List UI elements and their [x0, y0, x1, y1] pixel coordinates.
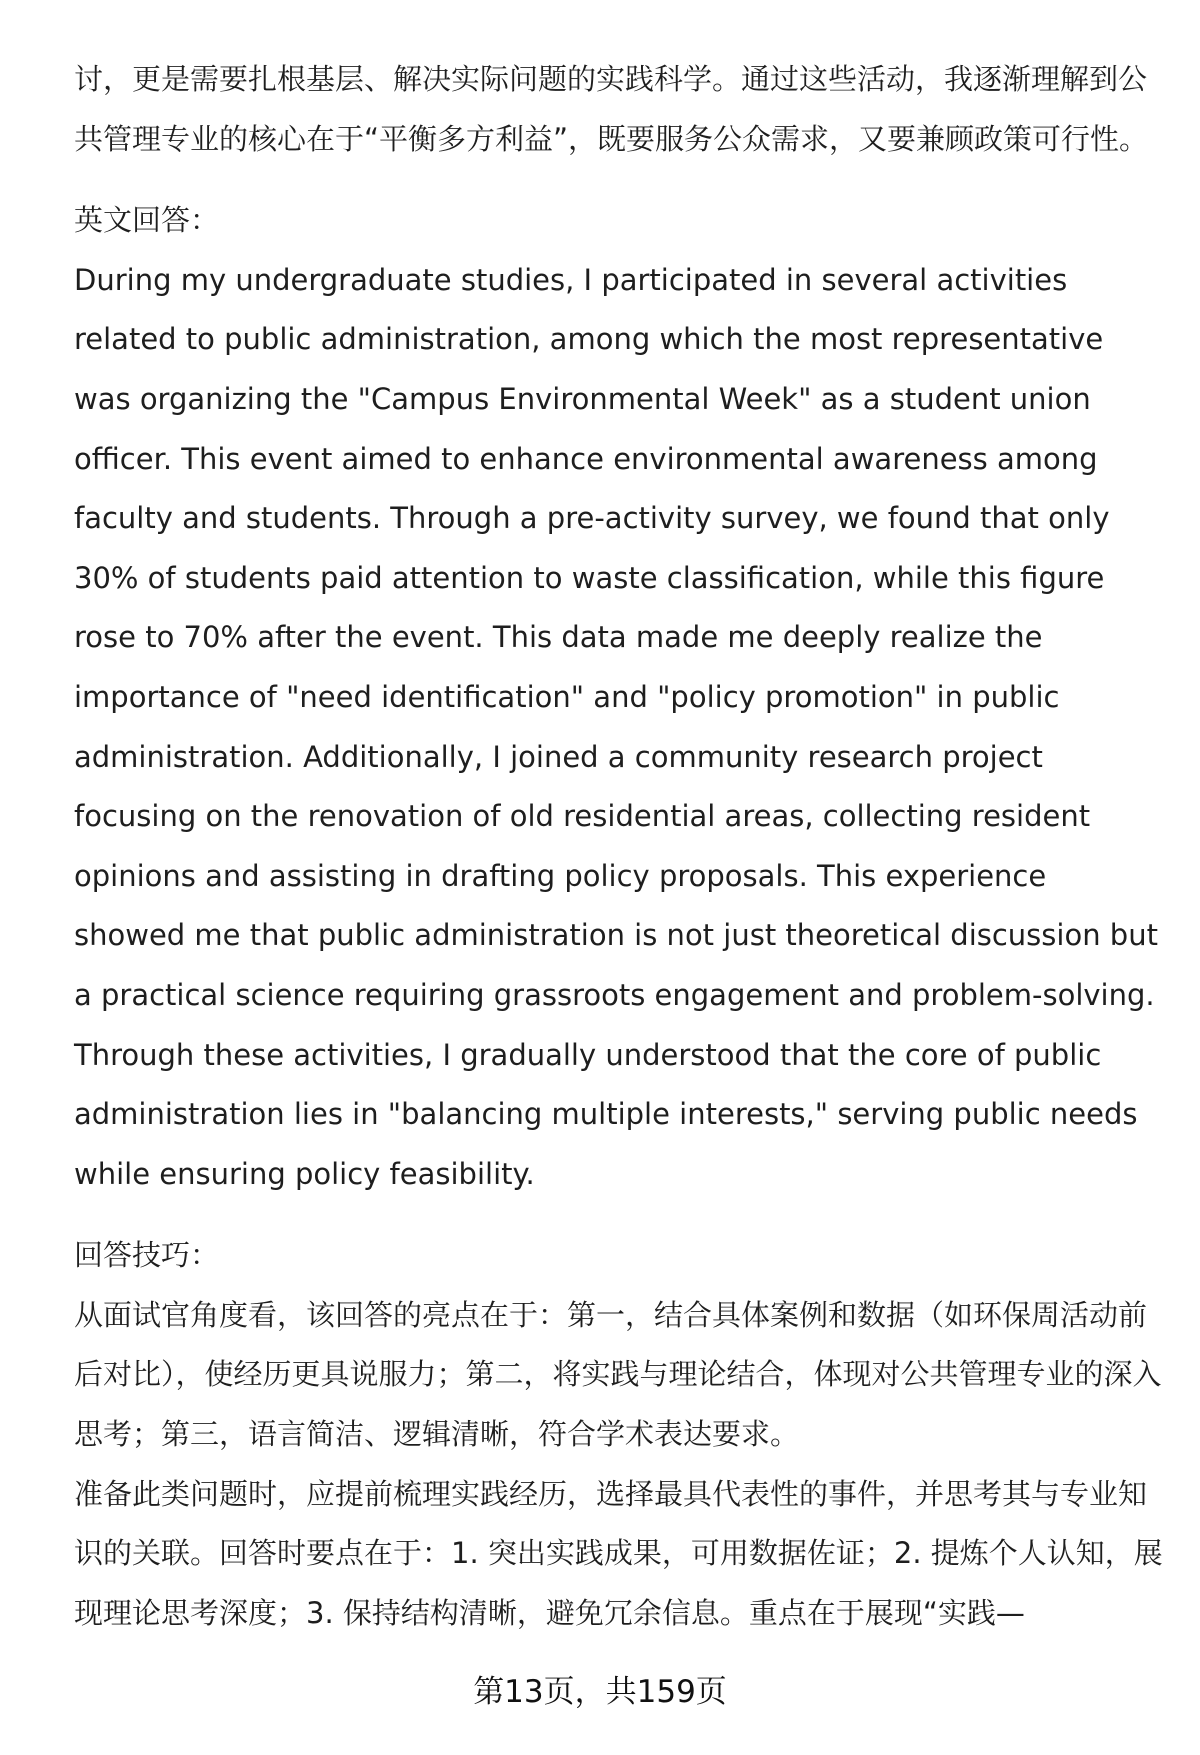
section-gap	[74, 169, 1164, 191]
english-answer-label: 英文回答：	[74, 203, 220, 238]
intro-continuation-paragraph: 讨，更是需要扎根基层、解决实际问题的实践科学。通过这些活动，我逐渐理解到公共管理专业的核心在于“平衡多方利益”，既要服务公众需求，又要兼顾政策可行性。	[74, 62, 1149, 156]
answer-tips-label: 回答技巧：	[74, 1238, 220, 1273]
page-number-footer: 第13页，共159页	[473, 1674, 727, 1710]
answer-tips-paragraph-1: 从面试官角度看，该回答的亮点在于：第一，结合具体案例和数据（如环保周活动前后对比），使经历更具说服力；第二，将实践与理论结合，体现对公共管理专业的深入思考；第三，语言简洁、逻辑清晰，符合学术表达要求。	[74, 1297, 1162, 1452]
document-body	[74, 50, 1164, 1643]
section-gap	[74, 1204, 1164, 1226]
english-answer-paragraph: During my undergraduate studies, I participated in several activities related to public administration, among which the most representative was organizing the "Campus Environmental Week" as a student union officer. This event aimed to enhance environmental awareness among faculty and students. Through a pre-activity survey, we found that only 30% of students paid attention to waste classification, while this figure rose to 70% after the event. This data made me deeply realize the importance of "need identification" and "policy promotion" in public administration. Additionally, I joined a community research project focusing on the renovation of old residential areas, collecting resident opinions and assisting in drafting policy proposals. This experience showed me that public administration is not just theoretical discussion but a practical science requiring grassroots engagement and problem-solving. Through these activities, I gradually understood that the core of public administration lies in "balancing multiple interests," serving public needs while ensuring policy feasibility.	[74, 262, 1158, 1191]
answer-tips-paragraph-2: 准备此类问题时，应提前梳理实践经历，选择最具代表性的事件，并思考其与专业知识的关联。回答时要点在于：1. 突出实践成果，可用数据佐证；2. 提炼个人认知，展现理论思考深度；3. 保持结构清晰，避免冗余信息。重点在于展现“实践—	[74, 1476, 1163, 1630]
